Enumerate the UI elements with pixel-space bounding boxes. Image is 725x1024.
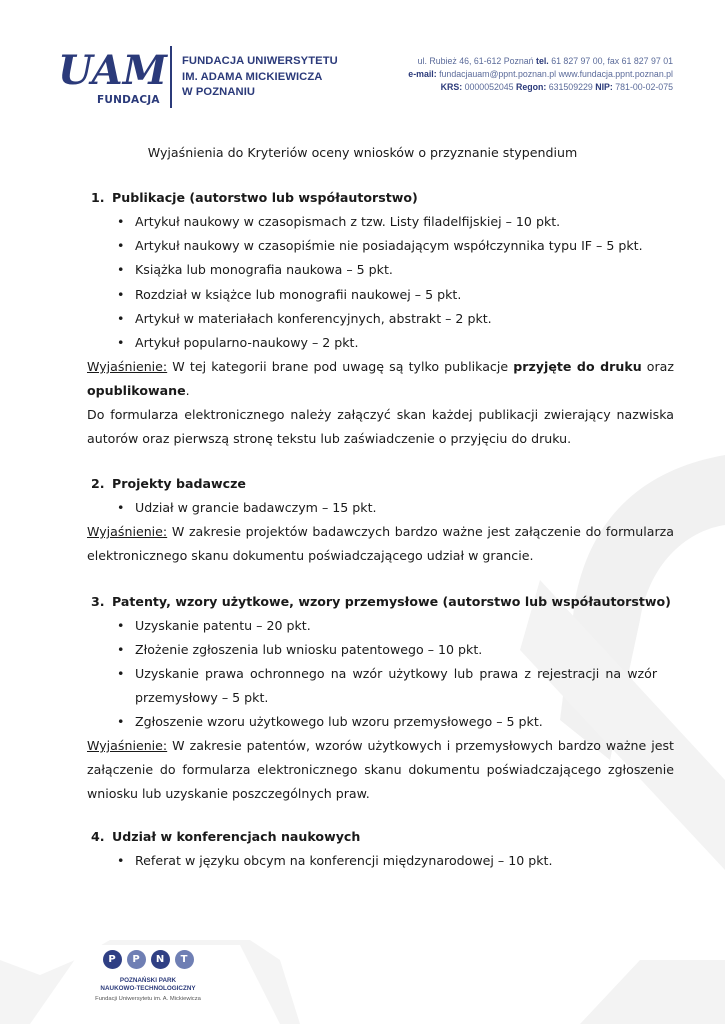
contact-email: e-mail: fundacjauam@ppnt.poznan.pl www.fundacja.ppnt.poznan.pl: [408, 69, 673, 79]
ppnt-logo: [88, 950, 208, 1002]
explanation-paragraph: Do formularza elektronicznego należy załączyć skan każdej publikacji zwierający nazwiska autorów oraz pierwszą stronę tekstu lub zaświadczenie o przyjęciu do druku.: [87, 407, 674, 446]
list-item: • Rozdział w książce lub monografii naukowej – 5 pkt.: [117, 287, 462, 302]
section-heading: 1. Publikacje (autorstwo lub współautorstwo): [91, 190, 418, 205]
list-item: • Uzyskanie patentu – 20 pkt.: [117, 618, 311, 633]
contact-info: [408, 55, 673, 94]
foundation-name-line: IM. ADAMA MICKIEWICZA: [182, 70, 323, 83]
ppnt-letter: P: [103, 950, 122, 969]
list-item: • Artykuł w materiałach konferencyjnych, abstrakt – 2 pkt.: [117, 311, 492, 326]
foundation-name-line: FUNDACJA UNIWERSYTETU: [182, 55, 338, 67]
explanation-paragraph: Wyjaśnienie: W tej kategorii brane pod uwagę są tylko publikacje przyjęte do druku oraz opublikowane.: [87, 359, 675, 398]
uam-logo: [58, 46, 167, 98]
explanation-paragraph: Wyjaśnienie: W zakresie patentów, wzorów użytkowych i przemysłowych bardzo ważne jest załączenie do formularza elektronicznego skanu dokumentu poświadczającego zgłoszenie wniosku lub uzyskanie poszczególnych praw.: [87, 738, 674, 801]
ppnt-name: POZNAŃSKI PARK NAUKOWO-TECHNOLOGICZNY: [100, 977, 196, 992]
list-item: • Artykuł naukowy w czasopismach z tzw. Listy filadelfijskiej – 10 pkt.: [117, 214, 561, 229]
ppnt-letter: P: [127, 950, 146, 969]
section-heading: 4. Udział w konferencjach naukowych: [91, 829, 361, 844]
section-heading: 2. Projekty badawcze: [91, 476, 246, 491]
logo-subtitle: FUNDACJA: [97, 94, 160, 106]
ppnt-letter: T: [175, 950, 194, 969]
logo-divider: [170, 46, 172, 108]
uam-logo-mark-icon: [58, 46, 167, 94]
list-item: • Artykuł popularno-naukowy – 2 pkt.: [117, 335, 359, 350]
list-item: • Zgłoszenie wzoru użytkowego lub wzoru przemysłowego – 5 pkt.: [117, 714, 543, 729]
list-item: • Udział w grancie badawczym – 15 pkt.: [117, 500, 377, 515]
list-item: • Artykuł naukowy w czasopiśmie nie posiadającym współczynnika typu IF – 5 pkt.: [117, 238, 643, 253]
section-heading: 3. Patenty, wzory użytkowe, wzory przemysłowe (autorstwo lub współautorstwo): [91, 594, 671, 609]
svg-text:UAM: UAM: [58, 47, 167, 94]
ppnt-letter: N: [151, 950, 170, 969]
list-item: • Książka lub monografia naukowa – 5 pkt.: [117, 262, 393, 277]
list-item: • Złożenie zgłoszenia lub wniosku patentowego – 10 pkt.: [117, 642, 483, 657]
ppnt-subtitle: Fundacji Uniwersytetu im. A. Mickiewicza: [95, 996, 201, 1002]
contact-registry: KRS: 0000052045 Regon: 631509229 NIP: 781-00-02-075: [440, 82, 673, 92]
foundation-name-line: W POZNANIU: [182, 86, 256, 98]
foundation-name: [182, 54, 338, 101]
list-item: • Referat w języku obcym na konferencji międzynarodowej – 10 pkt.: [117, 853, 553, 868]
explanation-paragraph: Wyjaśnienie: W zakresie projektów badawczych bardzo ważne jest załączenie do formularza elektronicznego skanu dokumentu poświadczającego udział w grancie.: [87, 524, 674, 563]
contact-address: ul. Rubież 46, 61-612 Poznań tel. 61 827 97 00, fax 61 827 97 01: [417, 56, 673, 66]
list-item: • Uzyskanie prawa ochronnego na wzór użytkowy lub prawa z rejestracji na wzór przemysłowy – 5 pkt.: [117, 666, 657, 705]
ppnt-logo-mark: [88, 950, 208, 969]
document-title: Wyjaśnienia do Kryteriów oceny wniosków o przyznanie stypendium: [147, 145, 578, 160]
